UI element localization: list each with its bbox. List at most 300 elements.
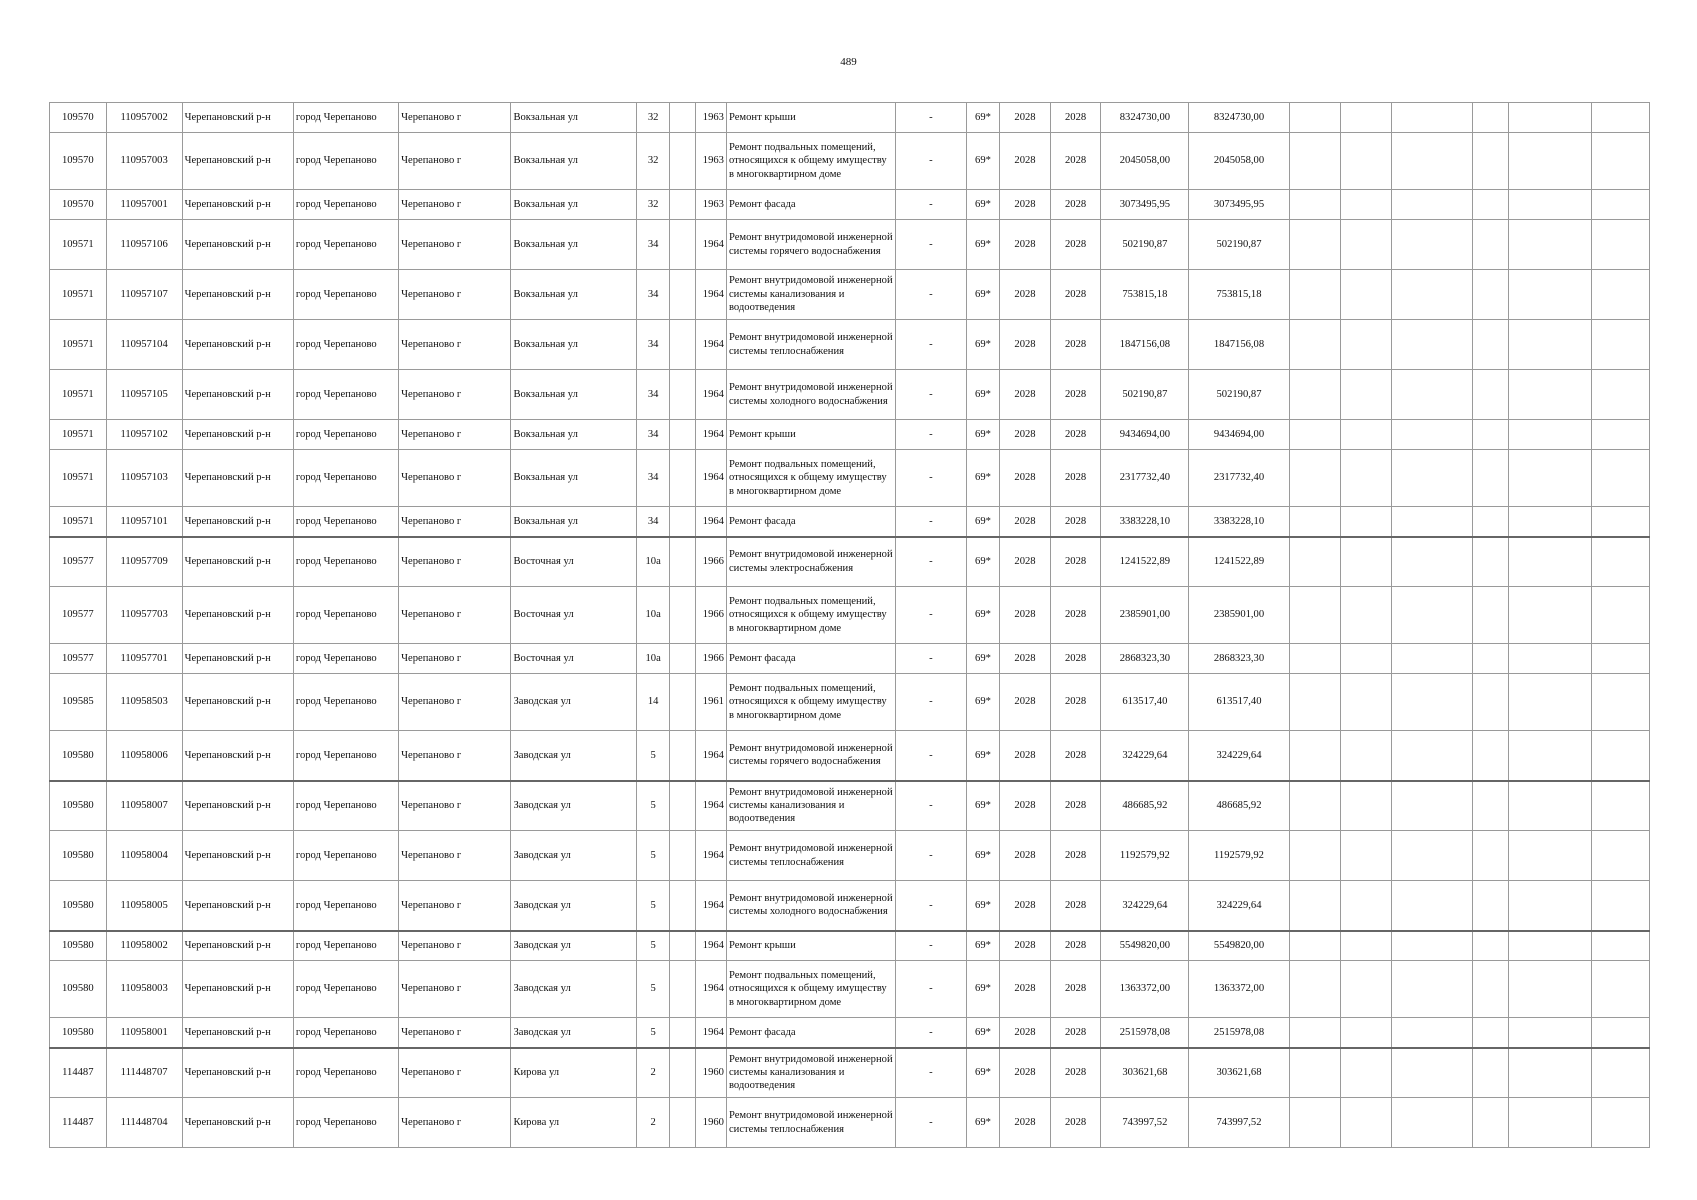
row-year-from: 2028 (1000, 931, 1051, 961)
row-empty-cell (1391, 133, 1472, 190)
row-empty-cell (1391, 831, 1472, 881)
row-settlement: Черепаново г (399, 831, 511, 881)
row-settlement: Черепаново г (399, 587, 511, 644)
row-year-to: 2028 (1050, 370, 1101, 420)
row-empty-cell (1391, 731, 1472, 781)
row-empty-cell (1341, 1098, 1392, 1148)
row-work-type: Ремонт подвальных помещений, относящихся к общему имуществу в многоквартирном доме (726, 133, 895, 190)
row-norm: 69* (966, 644, 999, 674)
row-year: 1964 (695, 831, 726, 881)
row-house: 34 (636, 270, 669, 320)
row-street: Вокзальная ул (511, 320, 636, 370)
row-dash: - (895, 507, 966, 537)
row-house: 2 (636, 1048, 669, 1098)
row-empty-cell (1472, 507, 1508, 537)
row-code: 110958007 (106, 781, 182, 831)
row-work-type: Ремонт внутридомовой инженерной системы электроснабжения (726, 537, 895, 587)
row-empty-cell (1341, 270, 1392, 320)
row-work-type: Ремонт внутридомовой инженерной системы канализования и водоотведения (726, 1048, 895, 1098)
table-row (50, 961, 1650, 1018)
row-dash: - (895, 320, 966, 370)
row-dash: - (895, 1018, 966, 1048)
row-empty-cell (1509, 537, 1592, 587)
row-block (670, 781, 695, 831)
row-settlement: Черепаново г (399, 644, 511, 674)
row-municipality: город Черепаново (293, 420, 398, 450)
row-work-type: Ремонт фасада (726, 190, 895, 220)
row-cost: 303621,68 (1101, 1048, 1189, 1098)
row-empty-cell (1592, 1098, 1650, 1148)
row-house: 10а (636, 587, 669, 644)
row-norm: 69* (966, 881, 999, 931)
row-empty-cell (1509, 370, 1592, 420)
row-empty-cell (1341, 731, 1392, 781)
row-empty-cell (1341, 507, 1392, 537)
row-year-from: 2028 (1000, 220, 1051, 270)
row-empty-cell (1472, 961, 1508, 1018)
row-year: 1966 (695, 644, 726, 674)
row-municipality: город Черепаново (293, 831, 398, 881)
row-norm: 69* (966, 537, 999, 587)
row-dash: - (895, 220, 966, 270)
row-empty-cell (1341, 644, 1392, 674)
row-empty-cell (1341, 831, 1392, 881)
row-total: 2868323,30 (1189, 644, 1289, 674)
row-municipality: город Черепаново (293, 270, 398, 320)
row-empty-cell (1592, 420, 1650, 450)
row-empty-cell (1289, 931, 1341, 961)
row-block (670, 507, 695, 537)
row-year-from: 2028 (1000, 507, 1051, 537)
row-empty-cell (1391, 587, 1472, 644)
row-house: 14 (636, 674, 669, 731)
row-dash: - (895, 587, 966, 644)
row-id: 109570 (50, 133, 107, 190)
row-norm: 69* (966, 190, 999, 220)
row-year: 1961 (695, 674, 726, 731)
row-empty-cell (1509, 961, 1592, 1018)
row-total: 2515978,08 (1189, 1018, 1289, 1048)
table-row (50, 133, 1650, 190)
row-house: 34 (636, 450, 669, 507)
row-street: Вокзальная ул (511, 507, 636, 537)
row-year-to: 2028 (1050, 270, 1101, 320)
row-cost: 3073495,95 (1101, 190, 1189, 220)
row-empty-cell (1341, 781, 1392, 831)
row-municipality: город Черепаново (293, 370, 398, 420)
row-work-type: Ремонт внутридомовой инженерной системы холодного водоснабжения (726, 881, 895, 931)
row-settlement: Черепаново г (399, 674, 511, 731)
row-empty-cell (1472, 831, 1508, 881)
row-empty-cell (1391, 931, 1472, 961)
row-work-type: Ремонт фасада (726, 507, 895, 537)
row-cost: 2317732,40 (1101, 450, 1189, 507)
row-empty-cell (1509, 103, 1592, 133)
row-cost: 324229,64 (1101, 731, 1189, 781)
row-id: 109571 (50, 220, 107, 270)
row-work-type: Ремонт внутридомовой инженерной системы канализования и водоотведения (726, 781, 895, 831)
row-dash: - (895, 674, 966, 731)
row-district: Черепановский р-н (182, 133, 293, 190)
row-district: Черепановский р-н (182, 831, 293, 881)
row-municipality: город Черепаново (293, 1018, 398, 1048)
row-empty-cell (1472, 133, 1508, 190)
row-dash: - (895, 133, 966, 190)
row-block (670, 420, 695, 450)
row-empty-cell (1289, 507, 1341, 537)
row-block (670, 190, 695, 220)
row-work-type: Ремонт внутридомовой инженерной системы холодного водоснабжения (726, 370, 895, 420)
row-empty-cell (1341, 220, 1392, 270)
row-total: 502190,87 (1189, 370, 1289, 420)
row-district: Черепановский р-н (182, 190, 293, 220)
row-year-to: 2028 (1050, 1018, 1101, 1048)
row-settlement: Черепаново г (399, 420, 511, 450)
table-row (50, 103, 1650, 133)
row-code: 110957104 (106, 320, 182, 370)
row-year: 1960 (695, 1048, 726, 1098)
row-house: 32 (636, 190, 669, 220)
row-year-from: 2028 (1000, 320, 1051, 370)
row-settlement: Черепаново г (399, 370, 511, 420)
row-year-to: 2028 (1050, 587, 1101, 644)
row-year-to: 2028 (1050, 190, 1101, 220)
row-code: 110958003 (106, 961, 182, 1018)
row-empty-cell (1391, 420, 1472, 450)
row-municipality: город Черепаново (293, 1098, 398, 1148)
row-cost: 3383228,10 (1101, 507, 1189, 537)
row-settlement: Черепаново г (399, 881, 511, 931)
row-id: 109571 (50, 370, 107, 420)
row-empty-cell (1391, 781, 1472, 831)
row-empty-cell (1472, 190, 1508, 220)
row-house: 34 (636, 220, 669, 270)
row-norm: 69* (966, 831, 999, 881)
row-total: 324229,64 (1189, 731, 1289, 781)
row-empty-cell (1341, 674, 1392, 731)
row-id: 109585 (50, 674, 107, 731)
row-dash: - (895, 270, 966, 320)
row-cost: 1363372,00 (1101, 961, 1189, 1018)
row-year-from: 2028 (1000, 881, 1051, 931)
row-empty-cell (1509, 220, 1592, 270)
row-year-to: 2028 (1050, 644, 1101, 674)
row-year-to: 2028 (1050, 731, 1101, 781)
row-code: 111448707 (106, 1048, 182, 1098)
row-work-type: Ремонт внутридомовой инженерной системы теплоснабжения (726, 320, 895, 370)
row-year-to: 2028 (1050, 961, 1101, 1018)
row-municipality: город Черепаново (293, 644, 398, 674)
row-year-to: 2028 (1050, 103, 1101, 133)
page-number: 489 (840, 56, 857, 68)
row-code: 110957105 (106, 370, 182, 420)
row-empty-cell (1289, 103, 1341, 133)
row-code: 110957106 (106, 220, 182, 270)
table-row (50, 507, 1650, 537)
row-empty-cell (1472, 370, 1508, 420)
row-code: 110957102 (106, 420, 182, 450)
row-block (670, 961, 695, 1018)
row-year: 1966 (695, 537, 726, 587)
row-house: 34 (636, 370, 669, 420)
row-street: Заводская ул (511, 931, 636, 961)
row-settlement: Черепаново г (399, 1018, 511, 1048)
row-norm: 69* (966, 1098, 999, 1148)
row-settlement: Черепаново г (399, 103, 511, 133)
row-empty-cell (1341, 1048, 1392, 1098)
row-settlement: Черепаново г (399, 731, 511, 781)
table-row (50, 781, 1650, 831)
row-id: 109580 (50, 881, 107, 931)
row-empty-cell (1592, 931, 1650, 961)
row-id: 109577 (50, 537, 107, 587)
row-empty-cell (1391, 103, 1472, 133)
row-municipality: город Черепаново (293, 881, 398, 931)
row-empty-cell (1341, 537, 1392, 587)
row-cost: 2045058,00 (1101, 133, 1189, 190)
row-year-to: 2028 (1050, 220, 1101, 270)
row-empty-cell (1289, 881, 1341, 931)
row-block (670, 133, 695, 190)
row-house: 5 (636, 731, 669, 781)
row-block (670, 370, 695, 420)
row-norm: 69* (966, 103, 999, 133)
row-street: Восточная ул (511, 644, 636, 674)
row-settlement: Черепаново г (399, 1048, 511, 1098)
row-settlement: Черепаново г (399, 931, 511, 961)
row-dash: - (895, 931, 966, 961)
row-empty-cell (1592, 133, 1650, 190)
row-year-from: 2028 (1000, 537, 1051, 587)
row-block (670, 220, 695, 270)
row-cost: 753815,18 (1101, 270, 1189, 320)
row-year-from: 2028 (1000, 961, 1051, 1018)
row-id: 109580 (50, 781, 107, 831)
table-row (50, 370, 1650, 420)
row-norm: 69* (966, 270, 999, 320)
row-year: 1964 (695, 270, 726, 320)
row-empty-cell (1472, 320, 1508, 370)
row-code: 110957101 (106, 507, 182, 537)
row-empty-cell (1472, 1018, 1508, 1048)
row-block (670, 537, 695, 587)
row-empty-cell (1472, 674, 1508, 731)
row-work-type: Ремонт внутридомовой инженерной системы канализования и водоотведения (726, 270, 895, 320)
row-empty-cell (1341, 103, 1392, 133)
row-cost: 502190,87 (1101, 370, 1189, 420)
row-year-to: 2028 (1050, 133, 1101, 190)
row-street: Заводская ул (511, 1018, 636, 1048)
row-id: 109571 (50, 507, 107, 537)
row-block (670, 881, 695, 931)
row-settlement: Черепаново г (399, 537, 511, 587)
row-empty-cell (1391, 537, 1472, 587)
row-year: 1964 (695, 370, 726, 420)
row-year-to: 2028 (1050, 537, 1101, 587)
row-empty-cell (1289, 731, 1341, 781)
row-norm: 69* (966, 961, 999, 1018)
row-cost: 1847156,08 (1101, 320, 1189, 370)
row-empty-cell (1289, 1048, 1341, 1098)
row-settlement: Черепаново г (399, 320, 511, 370)
row-empty-cell (1472, 587, 1508, 644)
row-norm: 69* (966, 420, 999, 450)
row-empty-cell (1391, 1048, 1472, 1098)
row-settlement: Черепаново г (399, 781, 511, 831)
row-empty-cell (1391, 881, 1472, 931)
row-cost: 502190,87 (1101, 220, 1189, 270)
row-code: 110958503 (106, 674, 182, 731)
row-cost: 486685,92 (1101, 781, 1189, 831)
row-municipality: город Черепаново (293, 781, 398, 831)
row-code: 110957002 (106, 103, 182, 133)
row-district: Черепановский р-н (182, 1018, 293, 1048)
row-id: 109571 (50, 270, 107, 320)
row-year: 1964 (695, 781, 726, 831)
row-district: Черепановский р-н (182, 507, 293, 537)
row-year-from: 2028 (1000, 1048, 1051, 1098)
row-empty-cell (1472, 1098, 1508, 1148)
row-code: 110957703 (106, 587, 182, 644)
row-id: 109580 (50, 1018, 107, 1048)
row-empty-cell (1472, 103, 1508, 133)
row-empty-cell (1509, 781, 1592, 831)
row-cost: 5549820,00 (1101, 931, 1189, 961)
row-total: 324229,64 (1189, 881, 1289, 931)
row-empty-cell (1391, 961, 1472, 1018)
row-empty-cell (1289, 831, 1341, 881)
row-cost: 1241522,89 (1101, 537, 1189, 587)
row-empty-cell (1341, 961, 1392, 1018)
row-street: Заводская ул (511, 961, 636, 1018)
row-year-from: 2028 (1000, 190, 1051, 220)
row-block (670, 644, 695, 674)
row-empty-cell (1592, 587, 1650, 644)
row-empty-cell (1289, 674, 1341, 731)
row-block (670, 103, 695, 133)
row-empty-cell (1341, 450, 1392, 507)
row-municipality: город Черепаново (293, 731, 398, 781)
row-empty-cell (1391, 1098, 1472, 1148)
row-dash: - (895, 1048, 966, 1098)
row-municipality: город Черепаново (293, 220, 398, 270)
row-district: Черепановский р-н (182, 1048, 293, 1098)
row-house: 34 (636, 420, 669, 450)
row-district: Черепановский р-н (182, 370, 293, 420)
row-work-type: Ремонт фасада (726, 1018, 895, 1048)
row-norm: 69* (966, 1018, 999, 1048)
row-id: 114487 (50, 1098, 107, 1148)
row-year-to: 2028 (1050, 931, 1101, 961)
row-cost: 9434694,00 (1101, 420, 1189, 450)
row-work-type: Ремонт крыши (726, 103, 895, 133)
row-house: 32 (636, 133, 669, 190)
row-year: 1963 (695, 190, 726, 220)
row-empty-cell (1509, 931, 1592, 961)
row-empty-cell (1391, 220, 1472, 270)
row-cost: 2385901,00 (1101, 587, 1189, 644)
row-municipality: город Черепаново (293, 320, 398, 370)
row-work-type: Ремонт подвальных помещений, относящихся к общему имуществу в многоквартирном доме (726, 587, 895, 644)
row-district: Черепановский р-н (182, 674, 293, 731)
row-district: Черепановский р-н (182, 881, 293, 931)
row-year: 1964 (695, 1018, 726, 1048)
row-total: 2385901,00 (1189, 587, 1289, 644)
row-total: 303621,68 (1189, 1048, 1289, 1098)
row-id: 109571 (50, 420, 107, 450)
row-empty-cell (1289, 644, 1341, 674)
row-empty-cell (1592, 450, 1650, 507)
row-empty-cell (1341, 881, 1392, 931)
row-municipality: город Черепаново (293, 133, 398, 190)
row-year-from: 2028 (1000, 450, 1051, 507)
row-street: Восточная ул (511, 587, 636, 644)
row-code: 110958006 (106, 731, 182, 781)
row-norm: 69* (966, 370, 999, 420)
row-empty-cell (1391, 320, 1472, 370)
row-street: Вокзальная ул (511, 190, 636, 220)
row-empty-cell (1509, 420, 1592, 450)
table-row (50, 1018, 1650, 1048)
row-norm: 69* (966, 220, 999, 270)
row-dash: - (895, 781, 966, 831)
row-empty-cell (1592, 731, 1650, 781)
row-empty-cell (1289, 270, 1341, 320)
row-block (670, 731, 695, 781)
row-empty-cell (1509, 270, 1592, 320)
table-row (50, 420, 1650, 450)
row-district: Черепановский р-н (182, 420, 293, 450)
row-block (670, 1048, 695, 1098)
row-empty-cell (1341, 190, 1392, 220)
row-empty-cell (1289, 420, 1341, 450)
row-year: 1964 (695, 220, 726, 270)
row-district: Черепановский р-н (182, 270, 293, 320)
row-street: Вокзальная ул (511, 450, 636, 507)
row-total: 613517,40 (1189, 674, 1289, 731)
row-norm: 69* (966, 781, 999, 831)
row-empty-cell (1509, 190, 1592, 220)
row-year: 1964 (695, 507, 726, 537)
row-dash: - (895, 644, 966, 674)
row-total: 3073495,95 (1189, 190, 1289, 220)
row-id: 109580 (50, 961, 107, 1018)
row-municipality: город Черепаново (293, 1048, 398, 1098)
row-empty-cell (1509, 674, 1592, 731)
row-id: 109580 (50, 831, 107, 881)
row-cost: 2515978,08 (1101, 1018, 1189, 1048)
table-row (50, 881, 1650, 931)
row-house: 10а (636, 644, 669, 674)
row-work-type: Ремонт фасада (726, 644, 895, 674)
row-street: Вокзальная ул (511, 420, 636, 450)
row-id: 109577 (50, 644, 107, 674)
row-street: Вокзальная ул (511, 103, 636, 133)
row-code: 110957103 (106, 450, 182, 507)
row-block (670, 931, 695, 961)
row-code: 110958001 (106, 1018, 182, 1048)
row-block (670, 1098, 695, 1148)
row-empty-cell (1391, 190, 1472, 220)
repair-schedule-table (49, 102, 1650, 1148)
row-empty-cell (1472, 731, 1508, 781)
row-settlement: Черепаново г (399, 450, 511, 507)
row-house: 34 (636, 507, 669, 537)
row-empty-cell (1509, 320, 1592, 370)
row-year-from: 2028 (1000, 731, 1051, 781)
row-year: 1966 (695, 587, 726, 644)
row-district: Черепановский р-н (182, 220, 293, 270)
